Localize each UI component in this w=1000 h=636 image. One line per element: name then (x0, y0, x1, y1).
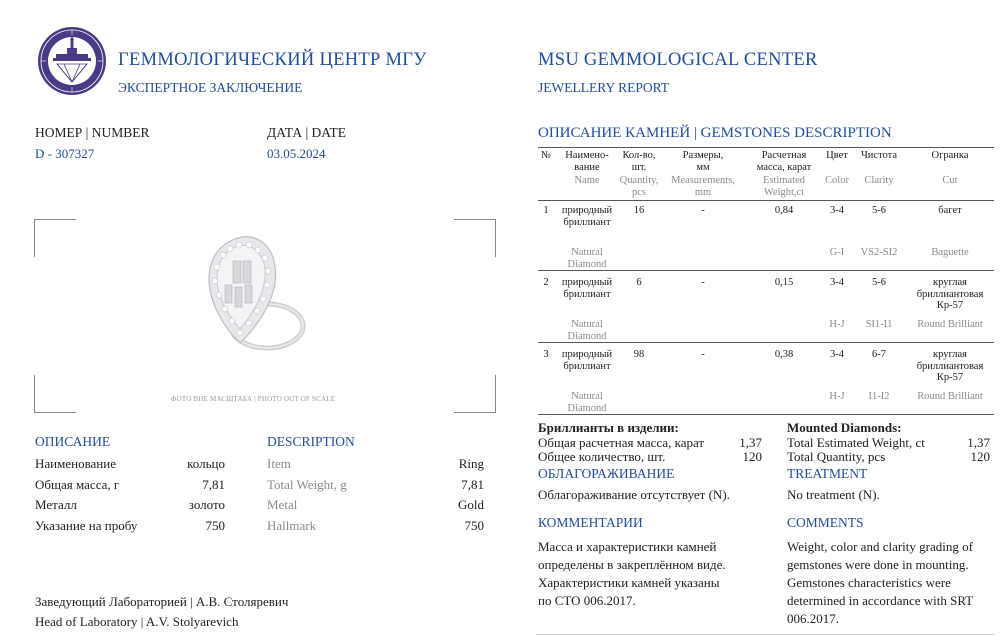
frame-corner (454, 219, 496, 257)
gem-name-ru: природный бриллиант (561, 349, 613, 372)
description-heading-en: DESCRIPTION (267, 434, 355, 449)
description-value: 7,81 (202, 477, 225, 492)
gem-color-en: G-I (829, 247, 845, 258)
description-value: золото (188, 497, 225, 512)
gem-cut-ru: багет (938, 205, 962, 216)
frame-corner (34, 219, 76, 257)
report-number-label: НОМЕР | NUMBER (35, 125, 150, 140)
mounted-weight-en: 1,37 (967, 435, 990, 450)
gem-quantity: 16 (633, 205, 645, 216)
gem-name-en: Natural Diamond (567, 391, 607, 414)
gem-clarity-en: VS2-SI2 (860, 247, 898, 258)
gem-cut-en: Baguette (931, 247, 969, 258)
mounted-heading-en: Mounted Diamonds: (787, 420, 902, 435)
column-header-en: Estimated Weight,ct (763, 175, 805, 198)
comments-line: 006.2017. (787, 611, 839, 626)
comments-line: determined in accordance with SRT (787, 593, 974, 608)
description-value: кольцо (187, 456, 225, 471)
column-header-en: Quantity, pcs (619, 175, 659, 198)
gem-color-en: H-J (829, 391, 845, 402)
column-header-ru: Расчетная масса, карат (756, 150, 812, 173)
comments-line: gemstones were done in mounting. (787, 557, 969, 572)
signature-en: Head of Laboratory | A.V. Stolyarevich (35, 614, 239, 629)
description-label: Total Weight, g (267, 477, 347, 492)
divider (536, 634, 994, 635)
gem-name-en: Natural Diamond (567, 247, 607, 270)
gem-row-number: 1 (543, 205, 549, 216)
gem-measurements: - (701, 277, 705, 288)
comments-text-ru (538, 538, 726, 610)
gem-name-ru: природный бриллиант (561, 277, 613, 300)
header-title-en: MSU GEMMOLOGICAL CENTER (538, 50, 818, 70)
mounted-qty-ru: 120 (742, 449, 762, 464)
table-rule (538, 200, 994, 201)
description-label: Наименование (35, 456, 116, 471)
gem-weight: 0,84 (774, 205, 794, 216)
gem-measurements: - (701, 349, 705, 360)
description-value: 750 (464, 518, 484, 533)
column-header-ru: Цвет (826, 150, 848, 161)
frame-corner (34, 375, 76, 413)
table-rule (538, 147, 994, 148)
gem-cut-en: Round Brilliant (917, 319, 983, 330)
table-rule (538, 414, 994, 415)
description-value: 750 (205, 518, 225, 533)
comments-line: Weight, color and clarity grading of (787, 539, 973, 554)
report-number: D - 307327 (35, 146, 95, 161)
gem-name-ru: природный бриллиант (561, 205, 613, 228)
gem-cut-ru: круглая бриллиантовая Кр-57 (916, 349, 984, 383)
comments-heading-ru: КОММЕНТАРИИ (538, 515, 643, 530)
msu-building-seal-icon (37, 26, 107, 96)
treatment-text-en: No treatment (N). (787, 487, 880, 502)
column-header-en: Cut (942, 175, 958, 186)
gemstones-table (538, 147, 994, 415)
gem-measurements: - (701, 205, 705, 216)
gem-cut-en: Round Brilliant (917, 391, 983, 402)
description-label: Hallmark (267, 518, 317, 533)
photo-scale-note: ФОТО ВНЕ МАСШТАБА | PHOTO OUT OF SCALE (170, 395, 336, 403)
gem-clarity-ru: 6-7 (872, 349, 886, 360)
column-header-ru: Чистота (860, 150, 898, 161)
header-subtitle-ru: ЭКСПЕРТНОЕ ЗАКЛЮЧЕНИЕ (118, 80, 303, 95)
description-label: Указание на пробу (35, 518, 138, 533)
comments-line: по СТО 006.2017. (538, 593, 636, 608)
header-subtitle-en: JEWELLERY REPORT (538, 80, 670, 95)
mounted-weight-ru: 1,37 (739, 435, 762, 450)
column-header-en: Clarity (864, 175, 894, 186)
gem-weight: 0,38 (774, 349, 794, 360)
comments-text-en (787, 538, 973, 628)
header-title-ru: ГЕММОЛОГИЧЕСКИЙ ЦЕНТР МГУ (118, 50, 427, 70)
column-header-ru: Наимено- вание (565, 150, 609, 173)
report-date: 03.05.2024 (267, 146, 326, 161)
description-value: 7,81 (461, 477, 484, 492)
frame-corner (454, 375, 496, 413)
description-label: Item (267, 456, 291, 471)
gemstones-heading: ОПИСАНИЕ КАМНЕЙ | GEMSTONES DESCRIPTION (538, 125, 892, 141)
gem-row-number: 2 (543, 277, 549, 288)
description-value: Gold (458, 497, 484, 512)
comments-heading-en: COMMENTS (787, 515, 864, 530)
gem-color-ru: 3-4 (830, 205, 844, 216)
column-header-ru: № (540, 150, 552, 161)
mounted-weight-label-en: Total Estimated Weight, ct (787, 435, 925, 450)
gem-cut-ru: круглая бриллиантовая Кр-57 (916, 277, 984, 311)
comments-line: Масса и характеристики камней (538, 539, 717, 554)
comments-line: Характеристики камней указаны (538, 575, 720, 590)
treatment-heading-ru: ОБЛАГОРАЖИВАНИЕ (538, 466, 675, 481)
gem-clarity-en: SI1-I1 (865, 319, 893, 330)
treatment-text-ru: Облагораживание отсутствует (N). (538, 487, 730, 502)
table-rule (538, 270, 994, 271)
description-heading-ru: ОПИСАНИЕ (35, 434, 111, 449)
column-header-en: Color (825, 175, 849, 186)
mounted-qty-label-ru: Общее количество, шт. (538, 449, 666, 464)
comments-line: Gemstones characteristics were (787, 575, 951, 590)
description-label: Металл (35, 497, 77, 512)
report-date-label: ДАТА | DATE (267, 125, 347, 140)
signature-ru: Заведующий Лабораторией | А.В. Столяревич (35, 594, 289, 609)
column-header-ru: Кол-во, шт. (622, 150, 656, 173)
comments-line: определены в закреплённом виде. (538, 557, 726, 572)
column-header-en: Name (574, 175, 600, 186)
treatment-heading-en: TREATMENT (787, 466, 868, 481)
mounted-qty-label-en: Total Quantity, pcs (787, 449, 886, 464)
gem-color-ru: 3-4 (830, 349, 844, 360)
gem-clarity-ru: 5-6 (872, 277, 886, 288)
gem-clarity-ru: 5-6 (872, 205, 886, 216)
gem-weight: 0,15 (774, 277, 794, 288)
gem-color-ru: 3-4 (830, 277, 844, 288)
column-header-ru: Размеры, мм (682, 150, 724, 173)
mounted-weight-label-ru: Общая расчетная масса, карат (538, 435, 705, 450)
description-label: Metal (267, 497, 298, 512)
gem-quantity: 6 (636, 277, 642, 288)
column-header-en: Measurements, mm (671, 175, 735, 198)
column-header-ru: Огранка (931, 150, 969, 161)
gem-name-en: Natural Diamond (567, 319, 607, 342)
gem-clarity-en: I1-I2 (868, 391, 890, 402)
gem-quantity: 98 (633, 349, 645, 360)
mounted-qty-en: 120 (970, 449, 990, 464)
gem-color-en: H-J (829, 319, 845, 330)
gem-row-number: 3 (543, 349, 549, 360)
ring-photo (195, 231, 315, 356)
mounted-heading-ru: Бриллианты в изделии: (538, 420, 679, 435)
description-value: Ring (458, 456, 484, 471)
table-rule (538, 342, 994, 343)
description-label: Общая масса, г (35, 477, 120, 492)
